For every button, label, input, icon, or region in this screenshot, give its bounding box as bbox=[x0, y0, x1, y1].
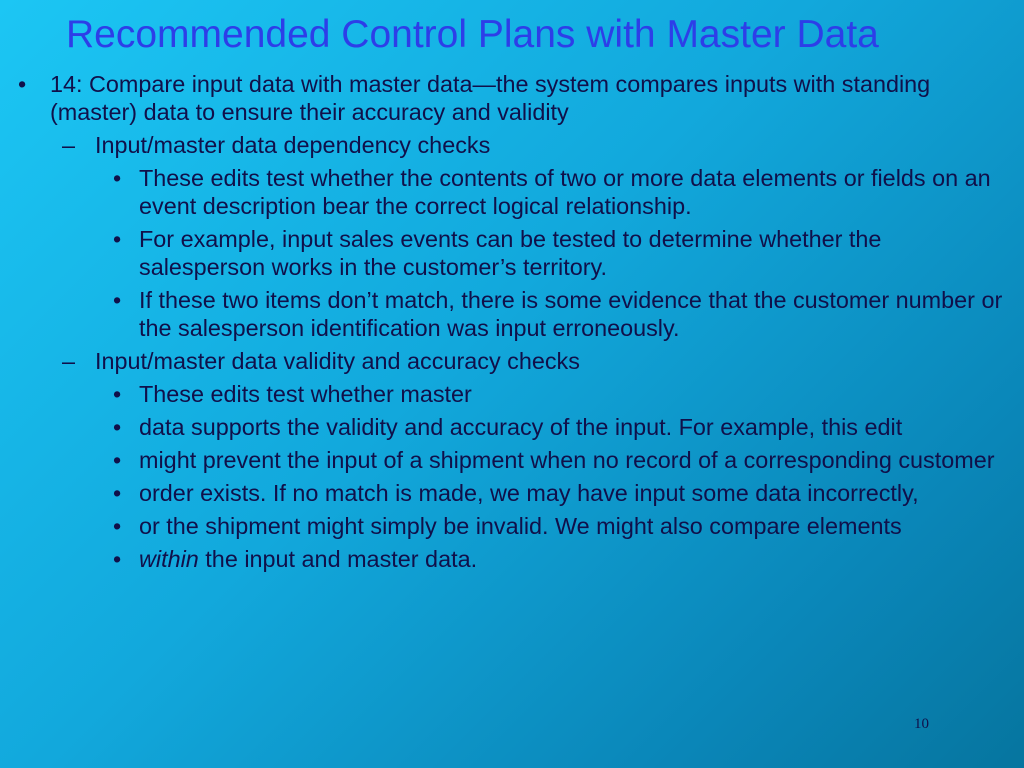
bullet-marker: • bbox=[113, 546, 122, 572]
bullet-item-level-2 bbox=[0, 347, 1024, 375]
bullet-marker: • bbox=[18, 71, 27, 97]
italic-emphasis: within bbox=[139, 546, 199, 572]
bullet-text: or the shipment might simply be invalid. We might also compare elements bbox=[139, 513, 902, 539]
bullet-text: These edits test whether master bbox=[139, 381, 472, 407]
bullet-item-level-3 bbox=[0, 286, 1024, 342]
bullet-marker: • bbox=[113, 381, 122, 407]
slide-body bbox=[0, 70, 1024, 573]
bullet-marker: • bbox=[113, 447, 122, 473]
bullet-marker: • bbox=[113, 414, 122, 440]
bullet-marker: • bbox=[113, 226, 122, 252]
bullet-item-level-3 bbox=[0, 164, 1024, 220]
bullet-item-level-3 bbox=[0, 479, 1024, 507]
bullet-text: Input/master data dependency checks bbox=[95, 132, 491, 158]
bullet-text: order exists. If no match is made, we may have input some data incorrectly, bbox=[139, 480, 919, 506]
bullet-item-level-3 bbox=[0, 512, 1024, 540]
bullet-text-rest: the input and master data. bbox=[198, 546, 478, 572]
bullet-text: If these two items don’t match, there is some evidence that the customer number or the salesperson identification was input erroneously. bbox=[139, 287, 1003, 341]
bullet-item-level-3 bbox=[0, 413, 1024, 441]
bullet-marker: • bbox=[113, 480, 122, 506]
dash-marker: – bbox=[62, 132, 76, 158]
bullet-item-level-3 bbox=[0, 380, 1024, 408]
bullet-text: For example, input sales events can be tested to determine whether the salesperson works in the customer’s territory. bbox=[139, 226, 882, 280]
page-number: 10 bbox=[914, 716, 929, 732]
bullet-text: 14: Compare input data with master data—the system compares inputs with standing (master) data to ensure their accuracy and validity bbox=[50, 71, 931, 125]
bullet-item-level-3 bbox=[0, 225, 1024, 281]
bullet-text: These edits test whether the contents of two or more data elements or fields on an event description bear the correct logical relationship. bbox=[139, 165, 991, 219]
bullet-item-level-3 bbox=[0, 545, 1024, 573]
bullet-text: data supports the validity and accuracy of the input. For example, this edit bbox=[139, 414, 903, 440]
slide-title: Recommended Control Plans with Master Data bbox=[66, 13, 879, 56]
bullet-item-level-1 bbox=[0, 70, 1024, 126]
bullet-text-mixed bbox=[139, 545, 1014, 573]
bullet-item-level-3 bbox=[0, 446, 1024, 474]
bullet-item-level-2 bbox=[0, 131, 1024, 159]
bullet-text: Input/master data validity and accuracy checks bbox=[95, 348, 580, 374]
bullet-marker: • bbox=[113, 287, 122, 313]
bullet-marker: • bbox=[113, 513, 122, 539]
bullet-marker: • bbox=[113, 165, 122, 191]
bullet-text: might prevent the input of a shipment when no record of a corresponding customer bbox=[139, 447, 995, 473]
dash-marker: – bbox=[62, 348, 76, 374]
